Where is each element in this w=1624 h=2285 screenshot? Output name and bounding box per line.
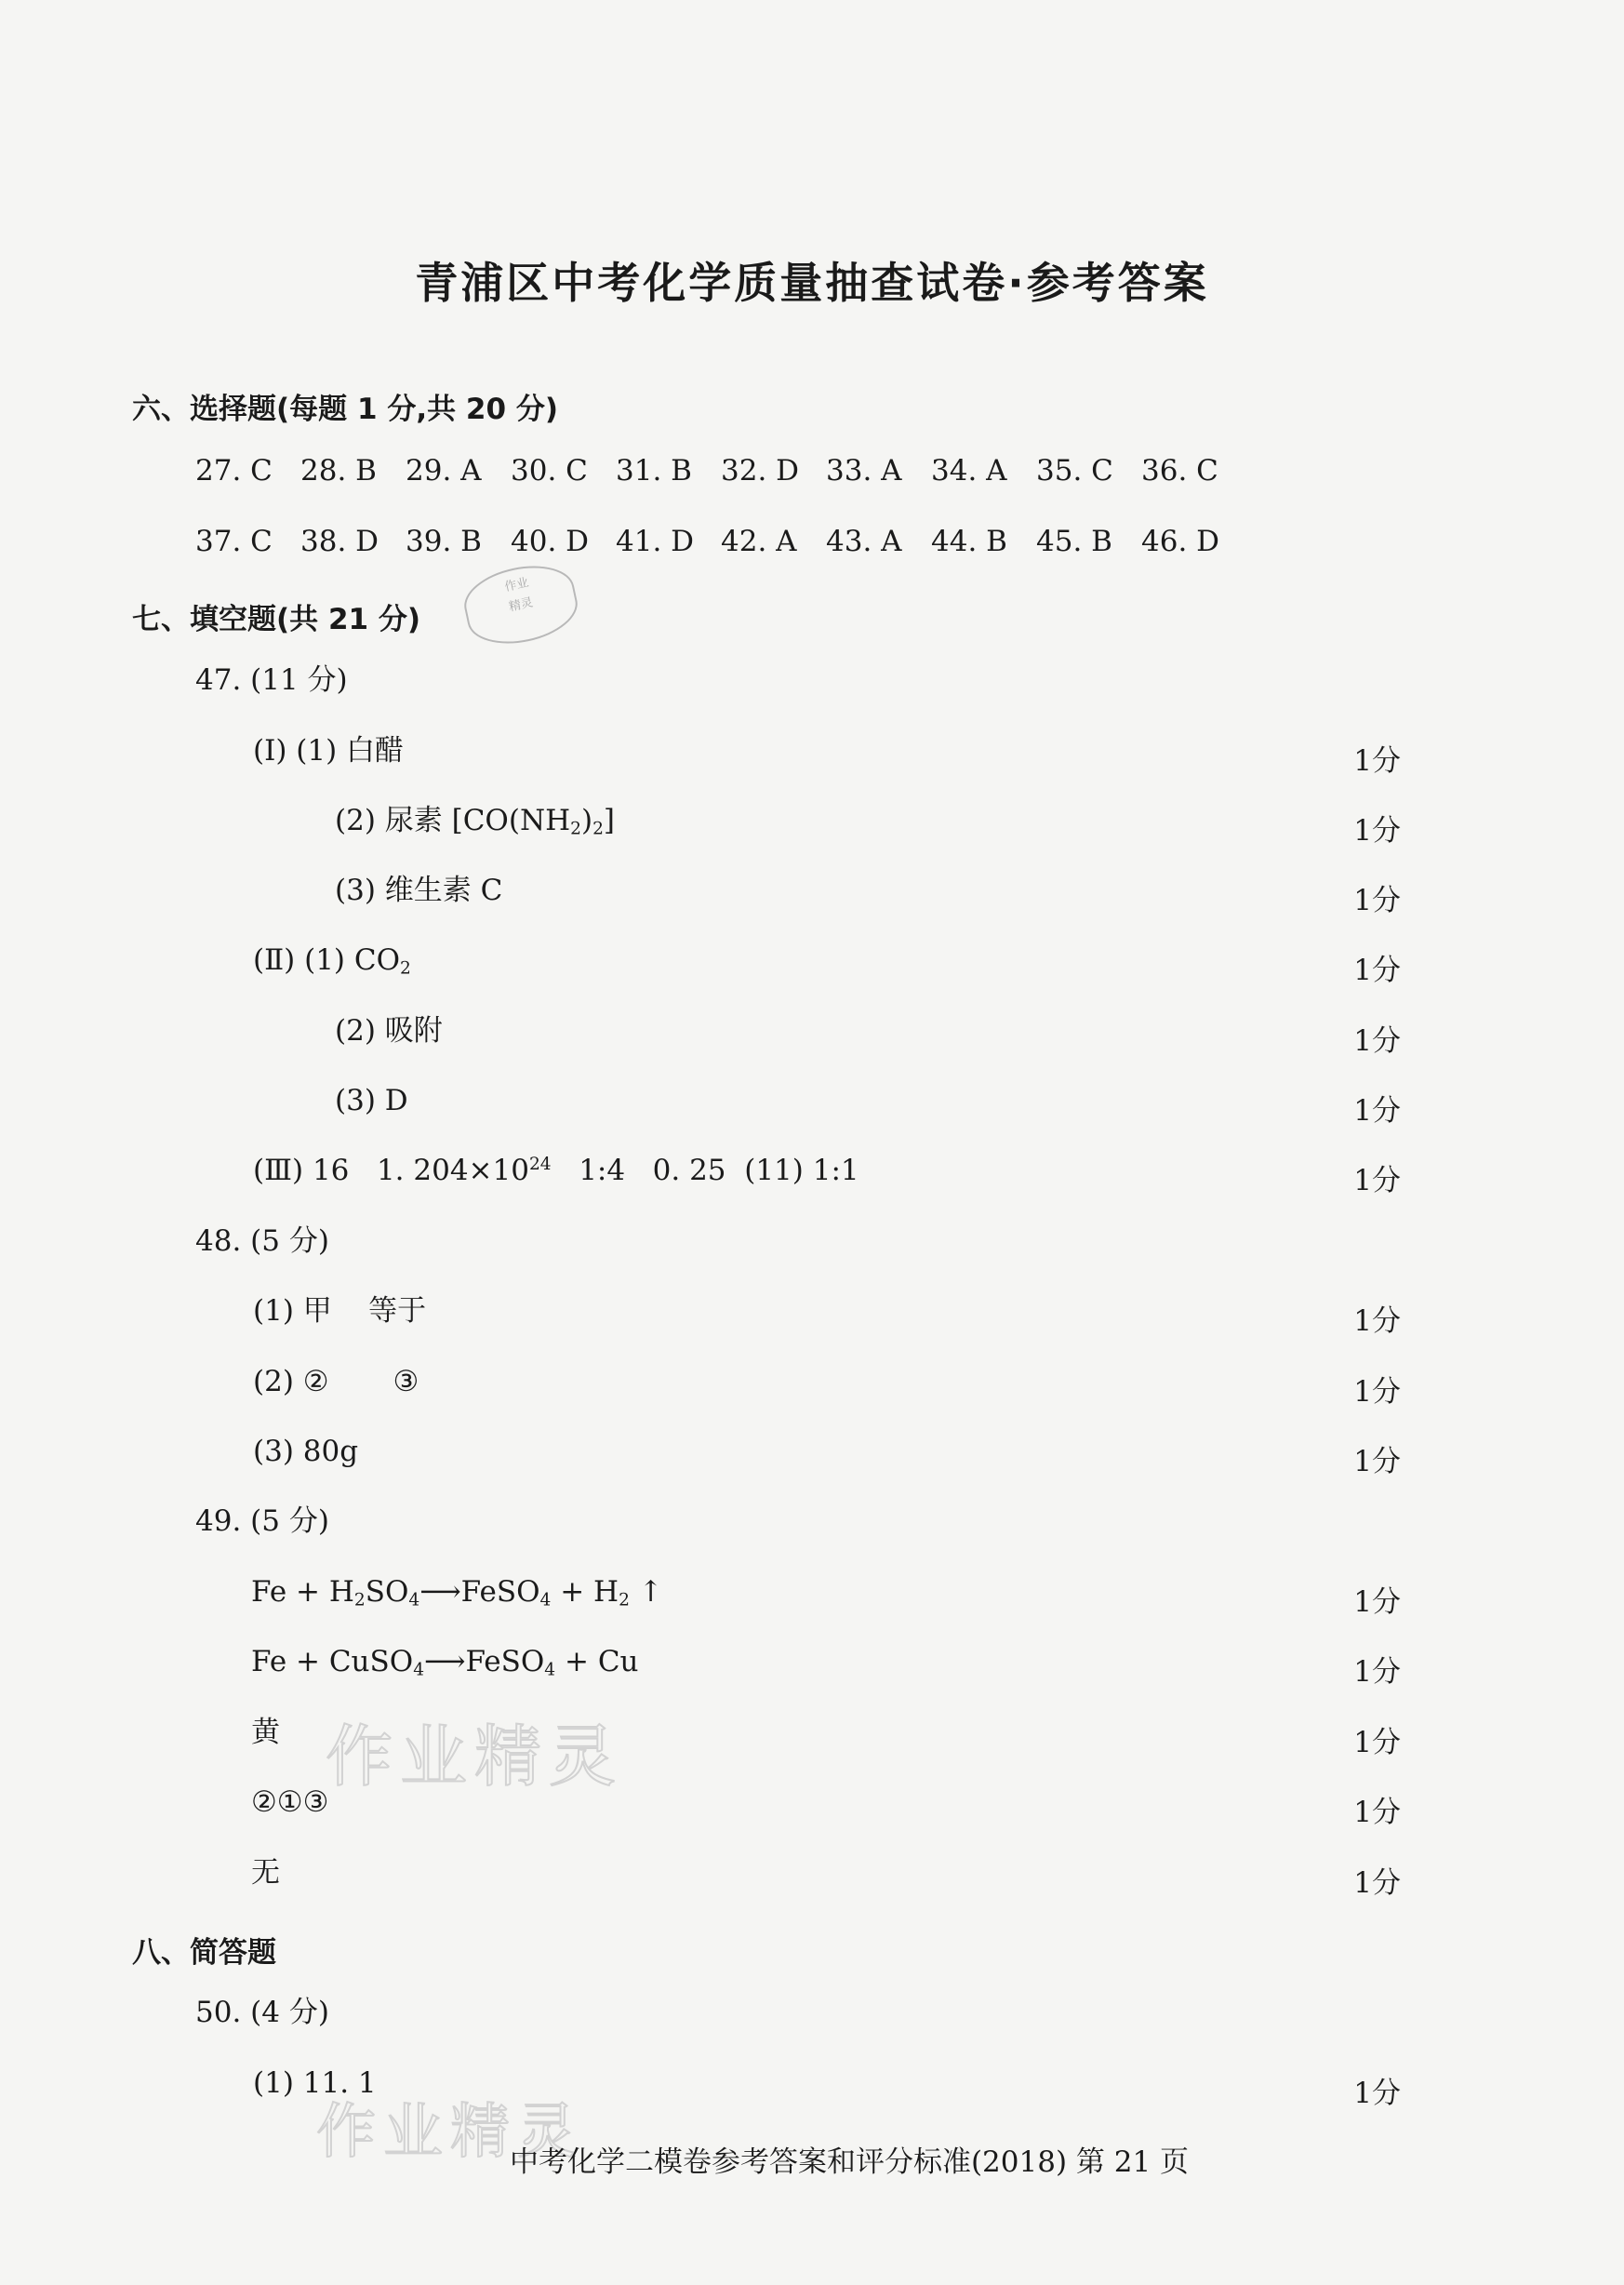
mc-answer: 34. A xyxy=(931,454,1007,488)
stamp-logo: 作业 精灵 xyxy=(459,556,583,652)
q49-3: 黄 xyxy=(251,1716,280,1749)
q48-1: (1) 甲 等于 xyxy=(253,1294,427,1328)
mc-answer: 33. A xyxy=(826,454,902,488)
score: 1分 xyxy=(1353,1866,1401,1900)
mc-answer: 30. C xyxy=(511,454,588,488)
watermark: 作业精灵 xyxy=(326,1717,624,1796)
score: 1分 xyxy=(1353,1024,1401,1058)
mc-answer: 35. C xyxy=(1036,454,1113,488)
q47-ii-2: (2) 吸附 xyxy=(335,1014,443,1048)
q49-5: 无 xyxy=(251,1856,280,1890)
q49-equation-2: Fe + CuSO$_4$⟶FeSO$_4$ + Cu xyxy=(251,1645,639,1680)
q48-heading: 48. (5 分) xyxy=(195,1224,329,1258)
section-six-heading: 六、选择题(每题 1 分,共 20 分) xyxy=(132,393,558,426)
score: 1分 xyxy=(1353,1164,1401,1197)
q47-ii-3: (3) D xyxy=(335,1084,408,1117)
mc-answer: 46. D xyxy=(1141,525,1220,558)
mc-answer: 37. C xyxy=(195,525,273,558)
page-footer: 中考化学二模卷参考答案和评分标准(2018) 第 21 页 xyxy=(509,2145,1190,2179)
score: 1分 xyxy=(1353,1655,1401,1689)
mc-answer: 43. A xyxy=(826,525,902,558)
q49-equation-1: $Fe + H_2SO_4⟶FeSO_4 + H_2$ ↑ xyxy=(251,1575,663,1610)
mc-answer: 44. B xyxy=(931,525,1007,558)
score: 1分 xyxy=(1353,1585,1401,1619)
q48-2: (2) ② ③ xyxy=(253,1365,419,1398)
q48-3: (3) 80g xyxy=(253,1435,359,1468)
q47-i-1: (Ⅰ) (1) 白醋 xyxy=(253,734,405,768)
mc-answer: 31. B xyxy=(616,454,692,488)
section-seven-heading: 七、填空题(共 21 分) xyxy=(132,603,421,636)
mc-answer: 41. D xyxy=(616,525,695,558)
score: 1分 xyxy=(1353,814,1401,848)
score: 1分 xyxy=(1353,1445,1401,1478)
mc-answers-row-2 xyxy=(195,525,1246,558)
mc-answer: 27. C xyxy=(195,454,273,488)
score: 1分 xyxy=(1353,954,1401,987)
mc-answer: 32. D xyxy=(721,454,800,488)
mc-answer: 36. C xyxy=(1141,454,1218,488)
mc-answer: 45. B xyxy=(1036,525,1112,558)
q47-iii: (Ⅲ) 16 1. $204\times 10^{24}$ 1:4 0. 25 (11) 1:1 xyxy=(253,1154,859,1188)
mc-answer: 38. D xyxy=(300,525,379,558)
q49-heading: 49. (5 分) xyxy=(195,1504,329,1538)
mc-answer: 42. A xyxy=(721,525,797,558)
score: 1分 xyxy=(1353,1375,1401,1409)
mc-answer: 39. B xyxy=(406,525,482,558)
q50-1: (1) 11. 1 xyxy=(253,2066,377,2100)
score: 1分 xyxy=(1353,884,1401,917)
score: 1分 xyxy=(1353,744,1401,778)
score: 1分 xyxy=(1353,1796,1401,1829)
mc-answer: 40. D xyxy=(511,525,590,558)
q47-heading: 47. (11 分) xyxy=(195,663,348,697)
score: 1分 xyxy=(1353,1304,1401,1338)
q47-i-2: (2) 尿素 $[CO(NH_2)_2]$ xyxy=(335,804,616,839)
page-title: 青浦区中考化学质量抽查试卷·参考答案 xyxy=(415,258,1209,308)
q47-ii-1: (Ⅱ) (1) $CO_2$ xyxy=(253,943,411,979)
mc-answer: 29. A xyxy=(406,454,482,488)
score: 1分 xyxy=(1353,2077,1401,2110)
score: 1分 xyxy=(1353,1726,1401,1759)
q47-i-3: (3) 维生素 C xyxy=(335,874,503,907)
mc-answer: 28. B xyxy=(300,454,377,488)
score: 1分 xyxy=(1353,1094,1401,1128)
watermark: 作业精灵 xyxy=(316,2098,584,2167)
section-eight-heading: 八、简答题 xyxy=(132,1936,276,1970)
q50-heading: 50. (4 分) xyxy=(195,1996,329,2029)
mc-answers-row-1 xyxy=(195,454,1246,488)
q49-4: ②①③ xyxy=(251,1785,329,1819)
